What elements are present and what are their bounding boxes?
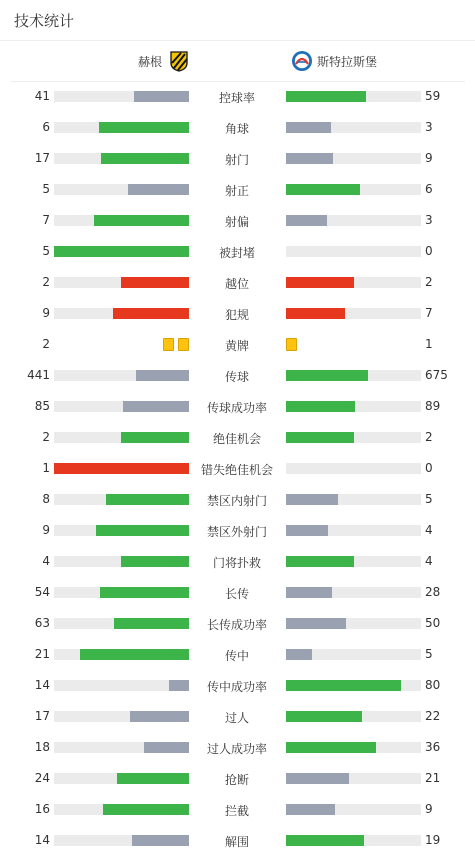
stat-label: 门将扑救 [212,556,261,570]
away-value: 9 [425,151,433,165]
away-bar-track [286,587,421,598]
home-value: 21 [34,647,50,661]
home-value: 54 [34,585,50,599]
stat-row [0,578,475,609]
away-bar [286,91,366,102]
home-value: 1 [42,461,50,475]
away-bar [286,215,327,226]
away-value: 28 [425,585,441,599]
stat-label: 长传成功率 [206,618,267,632]
home-bar [114,618,189,629]
home-bar-track [54,246,189,257]
strasbourg-logo-icon [291,50,313,72]
stat-row [0,516,475,547]
stat-label: 控球率 [218,91,255,105]
stat-label: 传球成功率 [206,401,267,415]
away-bar [286,277,354,288]
away-value: 89 [425,399,441,413]
away-bar [286,525,328,536]
away-bar-track [286,308,421,319]
away-value: 2 [425,430,433,444]
away-bar-track [286,184,421,195]
home-value: 7 [42,213,50,227]
stat-label: 错失绝佳机会 [200,463,273,477]
away-bar-track [286,370,421,381]
home-bar [134,91,189,102]
home-bar [144,742,189,753]
away-bar-track [286,680,421,691]
home-bar-track [54,618,189,629]
home-bar [94,215,189,226]
stat-row [0,113,475,144]
home-bar [121,432,189,443]
away-bar-track [286,494,421,505]
home-value: 6 [42,120,50,134]
away-bar-track [286,122,421,133]
stat-row [0,671,475,702]
away-value: 21 [425,771,441,785]
away-value: 7 [425,306,433,320]
home-bar-track [54,525,189,536]
stat-label: 射偏 [224,215,249,229]
away-bar [286,680,401,691]
away-bar-track [286,525,421,536]
stat-row [0,175,475,206]
stat-row [0,609,475,640]
away-bar-track [286,153,421,164]
away-value: 59 [425,89,441,103]
home-value: 24 [34,771,50,785]
away-value: 9 [425,802,433,816]
home-bar-track [54,680,189,691]
away-bar [286,835,364,846]
stat-row [0,640,475,671]
home-value: 14 [34,678,50,692]
away-bar-track [286,246,421,257]
away-bar-track [286,649,421,660]
away-bar-track [286,463,421,474]
stat-label: 过人成功率 [206,742,267,756]
away-value: 5 [425,647,433,661]
stat-row [0,268,475,299]
stat-label: 黄牌 [224,339,249,353]
away-bar-track [286,804,421,815]
home-value: 18 [34,740,50,754]
away-value: 22 [425,709,441,723]
home-bar-track [54,804,189,815]
home-bar [103,804,189,815]
stat-row [0,82,475,113]
page-title: 技术统计 [14,12,75,30]
home-bar [132,835,189,846]
home-value: 441 [27,368,50,382]
away-value: 36 [425,740,441,754]
away-bar-track [286,432,421,443]
home-bar [54,463,189,474]
away-bar [286,153,333,164]
home-bar [169,680,189,691]
home-value: 5 [42,244,50,258]
away-bar [286,184,360,195]
stat-row [0,423,475,454]
home-bar [80,649,189,660]
stat-label: 传中成功率 [206,680,267,694]
stat-label: 长传 [224,587,249,601]
home-value: 9 [42,523,50,537]
header [0,0,475,41]
home-value: 4 [42,554,50,568]
away-team[interactable] [291,50,377,72]
stat-label: 传中 [224,649,249,663]
home-value: 85 [34,399,50,413]
home-bar [130,711,189,722]
home-bar [123,401,189,412]
stat-row [0,392,475,423]
home-bar-track [54,370,189,381]
home-value: 17 [34,709,50,723]
home-bar [106,494,189,505]
stat-label: 射门 [224,153,249,167]
stat-label: 射正 [224,184,249,198]
stat-row [0,299,475,330]
home-bar-track [54,587,189,598]
stat-row [0,702,475,733]
home-bar [128,184,189,195]
home-bar-track [54,742,189,753]
home-bar-track [54,649,189,660]
home-bar-track [54,122,189,133]
away-bar-track [286,742,421,753]
home-bar [96,525,189,536]
home-bar [101,153,189,164]
away-value: 19 [425,833,441,847]
home-value: 17 [34,151,50,165]
home-bar-track [54,91,189,102]
away-bar [286,308,345,319]
stat-row [0,826,475,857]
stats-list [0,82,475,857]
away-bar [286,432,354,443]
away-value: 4 [425,554,433,568]
home-value: 63 [34,616,50,630]
home-value: 2 [42,337,50,351]
away-value: 0 [425,461,433,475]
away-bar [286,711,362,722]
stat-row [0,547,475,578]
away-team-name: 斯特拉斯堡 [317,54,378,69]
stat-row [0,764,475,795]
home-bar-track [54,463,189,474]
home-bar [99,122,189,133]
home-value: 2 [42,275,50,289]
away-bar-track [286,556,421,567]
away-bar [286,587,332,598]
away-bar [286,556,354,567]
stat-label: 越位 [224,277,249,291]
away-bar [286,122,331,133]
away-value: 0 [425,244,433,258]
stat-row [0,485,475,516]
home-bar-track [54,556,189,567]
home-value: 8 [42,492,50,506]
away-value: 80 [425,678,441,692]
away-value: 5 [425,492,433,506]
stat-label: 拦截 [224,804,249,818]
home-bar-track [54,153,189,164]
home-bar-track [54,432,189,443]
stat-label: 解围 [224,835,249,849]
home-bar [121,277,189,288]
home-bar-track [54,215,189,226]
stat-row [0,330,475,361]
hacken-logo-icon [168,50,190,72]
away-bar [286,370,368,381]
yellow-card-icon [286,338,297,351]
stat-row [0,454,475,485]
stat-row [0,144,475,175]
away-bar [286,494,338,505]
yellow-card-icon [163,338,174,351]
home-bar-track [54,711,189,722]
away-value: 3 [425,213,433,227]
away-bar-track [286,773,421,784]
home-yellow-cards [163,338,189,351]
stat-row [0,361,475,392]
home-team[interactable] [138,50,190,72]
away-bar [286,742,376,753]
home-bar [136,370,189,381]
home-value: 2 [42,430,50,444]
stat-label: 被封堵 [218,246,255,260]
away-value: 4 [425,523,433,537]
home-bar [100,587,189,598]
stat-label: 传球 [224,370,249,384]
away-bar [286,649,312,660]
home-bar [54,246,189,257]
away-value: 675 [425,368,448,382]
away-bar-track [286,835,421,846]
home-value: 9 [42,306,50,320]
away-bar-track [286,711,421,722]
home-value: 41 [34,89,50,103]
away-value: 1 [425,337,433,351]
stat-label: 犯规 [224,308,249,322]
stat-label: 绝佳机会 [212,432,261,446]
home-value: 5 [42,182,50,196]
away-yellow-cards [286,338,297,351]
stat-row [0,206,475,237]
away-value: 3 [425,120,433,134]
away-value: 6 [425,182,433,196]
teams-bar [10,41,465,82]
away-bar-track [286,91,421,102]
away-bar-track [286,215,421,226]
home-bar-track [54,494,189,505]
away-bar [286,401,355,412]
home-bar-track [54,401,189,412]
away-bar [286,773,349,784]
home-bar-track [54,277,189,288]
home-bar [121,556,189,567]
stat-label: 过人 [224,711,249,725]
home-bar [113,308,189,319]
away-bar [286,618,346,629]
stat-label: 抢断 [224,773,249,787]
stat-label: 禁区内射门 [206,494,267,508]
away-bar [286,804,335,815]
home-bar-track [54,835,189,846]
away-bar-track [286,277,421,288]
home-bar-track [54,773,189,784]
stat-label: 角球 [224,122,249,136]
away-value: 2 [425,275,433,289]
stat-row [0,733,475,764]
stat-label: 禁区外射门 [206,525,267,539]
home-value: 14 [34,833,50,847]
home-bar [117,773,189,784]
stat-row [0,795,475,826]
home-team-name: 赫根 [138,54,163,69]
home-bar-track [54,184,189,195]
home-bar-track [54,308,189,319]
stat-row [0,237,475,268]
away-bar-track [286,401,421,412]
home-value: 16 [34,802,50,816]
away-bar-track [286,618,421,629]
away-value: 50 [425,616,441,630]
